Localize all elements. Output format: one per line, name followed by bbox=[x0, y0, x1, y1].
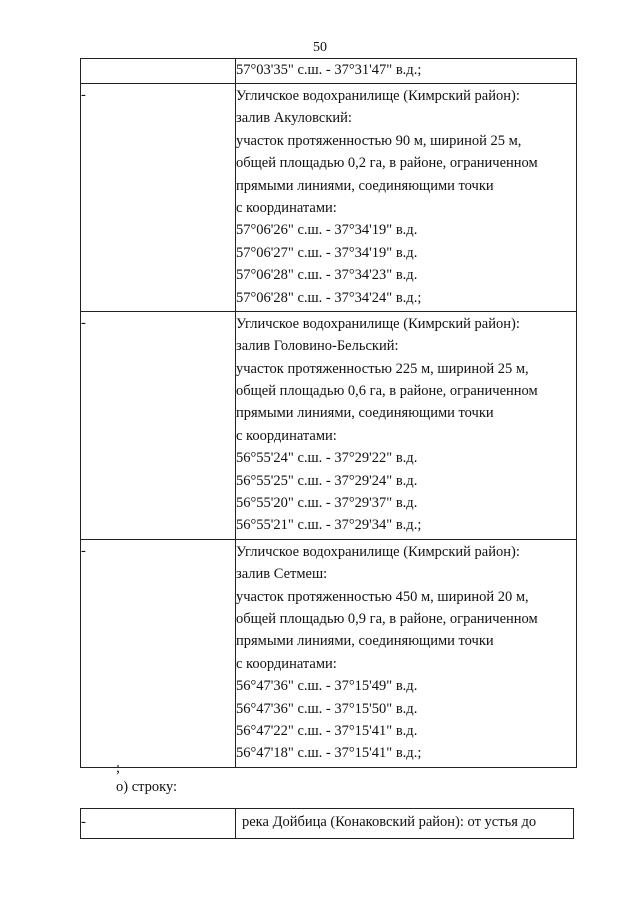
semicolon: ; bbox=[116, 760, 121, 776]
river-text-cell: река Дойбица (Конаковский район): от устья до bbox=[236, 809, 574, 839]
coordinate-line: 57°06'27" с.ш. - 37°34'19" в.д. bbox=[236, 244, 418, 261]
description-line: прямыми линиями, соединяющими точки bbox=[236, 633, 494, 650]
paragraph-o-line: о) строку: bbox=[116, 779, 178, 795]
coordinate-line: 57°06'28" с.ш. - 37°34'23" в.д. bbox=[236, 267, 418, 284]
coordinate-line: 56°55'20" с.ш. - 37°29'37" в.д. bbox=[236, 495, 418, 512]
description-line: прямыми линиями, соединяющими точки bbox=[236, 177, 494, 194]
description-line: участок протяженностью 90 м, шириной 25 м, bbox=[236, 132, 522, 149]
reservoir-description-cell bbox=[236, 539, 577, 767]
table-row bbox=[81, 59, 577, 84]
description-line: с координатами: bbox=[236, 199, 337, 216]
description-line: с координатами: bbox=[236, 427, 337, 444]
description-line: общей площадью 0,9 га, в районе, ограниченном bbox=[236, 610, 538, 627]
dash-cell: - bbox=[81, 539, 236, 767]
coordinate-line: 57°06'28" с.ш. - 37°34'24" в.д.; bbox=[236, 289, 422, 306]
coordinate-line: 56°47'22" с.ш. - 37°15'41" в.д. bbox=[236, 722, 418, 739]
reservoir-description-cell bbox=[236, 311, 577, 539]
dash-cell: - bbox=[81, 84, 236, 312]
description-line: залив Акуловский: bbox=[236, 110, 352, 127]
coordinate-line: 56°47'36" с.ш. - 37°15'50" в.д. bbox=[236, 700, 418, 717]
reservoir-description-cell bbox=[236, 84, 577, 312]
coordinates-cell bbox=[236, 59, 577, 84]
table-row bbox=[81, 84, 577, 312]
table-body bbox=[81, 59, 577, 768]
coordinate-line: 56°55'24" с.ш. - 37°29'22" в.д. bbox=[236, 450, 418, 467]
table-row bbox=[81, 539, 577, 767]
dash-cell: - bbox=[81, 809, 236, 839]
description-line: Угличское водохранилище (Кимрский район): bbox=[236, 88, 520, 104]
description-line: Угличское водохранилище (Кимрский район): bbox=[236, 315, 520, 332]
coordinate-line: 56°55'25" с.ш. - 37°29'24" в.д. bbox=[236, 472, 418, 489]
coordinate-line: 56°55'21" с.ш. - 37°29'34" в.д.; bbox=[236, 517, 422, 534]
table-row bbox=[81, 311, 577, 539]
table-row bbox=[81, 809, 574, 839]
coordinates-table bbox=[80, 58, 577, 768]
description-line: с координатами: bbox=[236, 655, 337, 672]
coordinate-line: 56°47'36" с.ш. - 37°15'49" в.д. bbox=[236, 678, 418, 695]
dash-cell: - bbox=[81, 311, 236, 539]
description-line: прямыми линиями, соединяющими точки bbox=[236, 405, 494, 422]
coordinate-line: 57°03'35" с.ш. - 37°31'47" в.д.; bbox=[236, 62, 422, 78]
description-line: общей площадью 0,2 га, в районе, ограниченном bbox=[236, 155, 538, 172]
dash-cell bbox=[81, 59, 236, 84]
description-line: залив Сетмеш: bbox=[236, 566, 328, 583]
coordinate-line: 57°06'26" с.ш. - 37°34'19" в.д. bbox=[236, 222, 418, 239]
river-table bbox=[80, 808, 574, 839]
description-line: залив Головино-Бельский: bbox=[236, 338, 399, 355]
page-number: 50 bbox=[313, 40, 327, 55]
description-line: общей площадью 0,6 га, в районе, ограниченном bbox=[236, 383, 538, 400]
description-line: участок протяженностью 225 м, шириной 25 м, bbox=[236, 360, 529, 377]
description-line: Угличское водохранилище (Кимрский район): bbox=[236, 543, 520, 560]
description-line: участок протяженностью 450 м, шириной 20 м, bbox=[236, 588, 529, 605]
coordinate-line: 56°47'18" с.ш. - 37°15'41" в.д.; bbox=[236, 745, 422, 762]
